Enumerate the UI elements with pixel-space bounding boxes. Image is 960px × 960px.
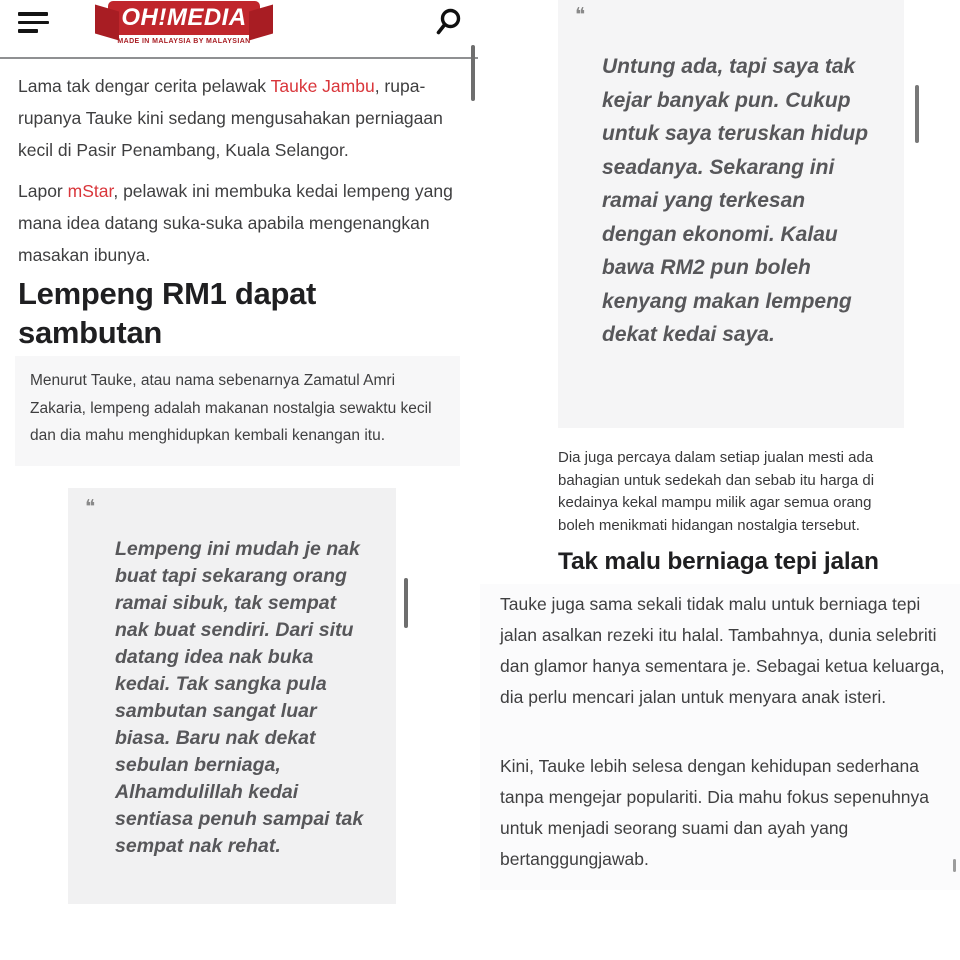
blockquote-left xyxy=(68,488,396,904)
quote-icon: ❝ xyxy=(85,497,96,518)
scrollbar-thumb[interactable] xyxy=(953,859,956,872)
paragraph-charity: Dia juga percaya dalam setiap jualan mesti ada bahagian untuk sedekah dan sebab itu harga di kedainya kekal mampu milik agar semua orang boleh menikmati hidangan nostalgia tersebut. xyxy=(558,449,875,534)
link-mstar[interactable]: mStar xyxy=(67,181,114,201)
logo-title: OH!MEDIA xyxy=(121,4,247,31)
link-tauke-jambu[interactable]: Tauke Jambu xyxy=(270,76,375,96)
search-icon[interactable] xyxy=(435,7,463,37)
scrollbar-thumb[interactable] xyxy=(404,578,408,628)
logo-tagline: MADE IN MALAYSIA BY MALAYSIAN xyxy=(117,38,251,45)
paragraph-intro: Lama tak dengar cerita pelawak Tauke Jambu, rupa-rupanya Tauke kini sedang mengusahakan perniagaan kecil di Pasir Penambang, Kuala Selangor. xyxy=(18,76,443,160)
section-heading-tepi-jalan: Tak malu berniaga tepi jalan xyxy=(558,548,879,575)
highlight-box xyxy=(15,356,460,466)
paragraph-nostalgia: Menurut Tauke, atau nama sebenarnya Zamatul Amri Zakaria, lempeng adalah makanan nostalgia sewaktu kecil dan dia mahu menghidupkan kembali kenangan itu. xyxy=(30,372,432,444)
scrollbar-thumb[interactable] xyxy=(471,45,475,101)
section-heading-sambutan: Lempeng RM1 dapat sambutan xyxy=(18,276,317,350)
logo-banner xyxy=(108,1,260,35)
paragraph-simple-life: Kini, Tauke lebih selesa dengan kehidupan sederhana tanpa mengejar populariti. Dia mahu fokus sepenuhnya untuk menjadi seorang suami dan ayah yang bertanggungjawab. xyxy=(500,756,930,869)
quote-text: Untung ada, tapi saya tak kejar banyak pun. Cukup untuk saya teruskan hidup seadanya. Sekarang ini ramai yang terkesan dengan ekonomi. Kalau bawa RM2 pun boleh kenyang makan lempeng dekat kedai saya. xyxy=(602,55,869,346)
blockquote-right xyxy=(558,0,904,428)
paragraph-halal: Tauke juga sama sekali tidak malu untuk berniaga tepi jalan asalkan rezeki itu halal. Tambahnya, dunia selebriti dan glamor hanya sementara je. Sebagai ketua keluarga, dia perlu mencari jalan untuk menyara anak isteri. xyxy=(500,594,945,707)
site-logo[interactable] xyxy=(98,1,270,45)
scrollbar-thumb[interactable] xyxy=(915,85,919,143)
paragraph-report: Lapor mStar, pelawak ini membuka kedai lempeng yang mana idea datang suka-suka apabila mengenangkan masakan ibunya. xyxy=(18,181,453,265)
quote-text: Lempeng ini mudah je nak buat tapi sekarang orang ramai sibuk, tak sempat nak buat sendiri. Dari situ datang idea nak buka kedai. Tak sangka pula sambutan sangat luar biasa. Baru nak dekat sebulan berniaga, Alhamdulillah kedai sentiasa penuh sampai tak sempat nak rehat. xyxy=(115,538,364,857)
header-divider xyxy=(0,57,478,59)
menu-icon[interactable] xyxy=(18,12,52,38)
quote-icon: ❝ xyxy=(575,5,586,26)
